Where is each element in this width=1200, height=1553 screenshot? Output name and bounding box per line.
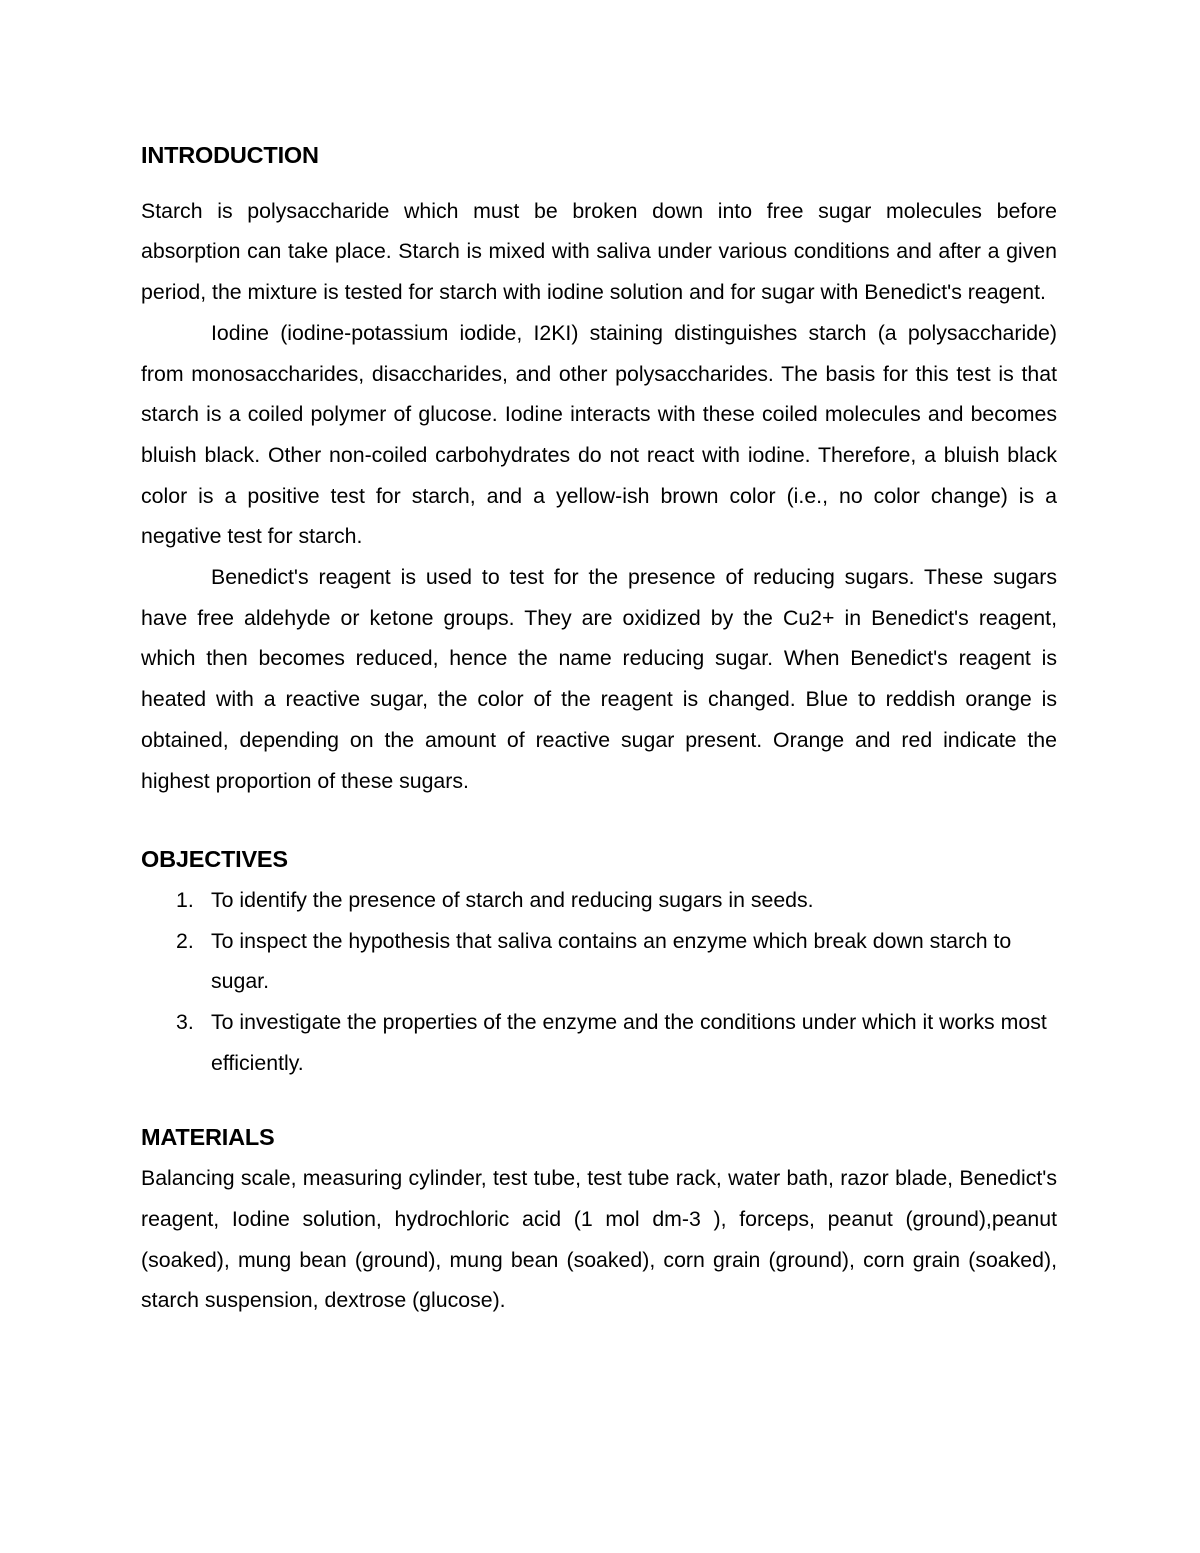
introduction-paragraph-1: Starch is polysaccharide which must be broken down into free sugar molecules before absorption can take place. Starch is mixed with saliva under various conditions and after a given period, the mixture is tested for starch with iodine solution and for sugar with Benedict's reagent. — [141, 198, 1057, 305]
objective-number: 2. — [176, 928, 194, 953]
materials-paragraph: Balancing scale, measuring cylinder, test tube, test tube rack, water bath, razor blade, Benedict's reagent, Iodine solution, hydrochloric acid (1 mol dm-3 ), forceps, peanut (ground),peanut (soaked), mung bean (ground), mung bean (soaked), corn grain (ground), corn grain (soaked), starch suspension, dextrose (glucose). — [141, 1166, 1057, 1313]
objective-item-2 — [141, 921, 1057, 1002]
objective-number: 1. — [176, 887, 194, 912]
materials-heading: MATERIALS — [141, 1124, 275, 1151]
introduction-heading: INTRODUCTION — [141, 142, 319, 168]
objective-text: To investigate the properties of the enzyme and the conditions under which it works most efficiently. — [211, 1010, 1047, 1075]
document-page — [141, 135, 1057, 1321]
objective-text: To identify the presence of starch and reducing sugars in seeds. — [211, 887, 814, 912]
objective-item-3 — [141, 1002, 1057, 1083]
objective-number: 3. — [176, 1010, 194, 1035]
objective-item-1 — [141, 880, 1057, 921]
introduction-paragraph-2: Iodine (iodine-potassium iodide, I2KI) staining distinguishes starch (a polysaccharide) from monosaccharides, disaccharides, and other polysaccharides. The basis for this test is that starch is a coiled polymer of glucose. Iodine interacts with these coiled molecules and becomes bluish black. Other non-coiled carbohydrates do not react with iodine. Therefore, a bluish black color is a positive test for starch, and a yellow-ish brown color (i.e., no color change) is a negative test for starch. — [141, 320, 1057, 549]
objective-text: To inspect the hypothesis that saliva contains an enzyme which break down starch to sugar. — [211, 928, 1012, 994]
objectives-list — [141, 880, 1057, 1084]
introduction-paragraph-3: Benedict's reagent is used to test for the presence of reducing sugars. These sugars have free aldehyde or ketone groups. They are oxidized by the Cu2+ in Benedict's reagent, which then becomes reduced, hence the name reducing sugar. When Benedict's reagent is heated with a reactive sugar, the color of the reagent is changed. Blue to reddish orange is obtained, depending on the amount of reactive sugar present. Orange and red indicate the highest proportion of these sugars. — [141, 565, 1057, 793]
objectives-heading: OBJECTIVES — [141, 846, 288, 873]
